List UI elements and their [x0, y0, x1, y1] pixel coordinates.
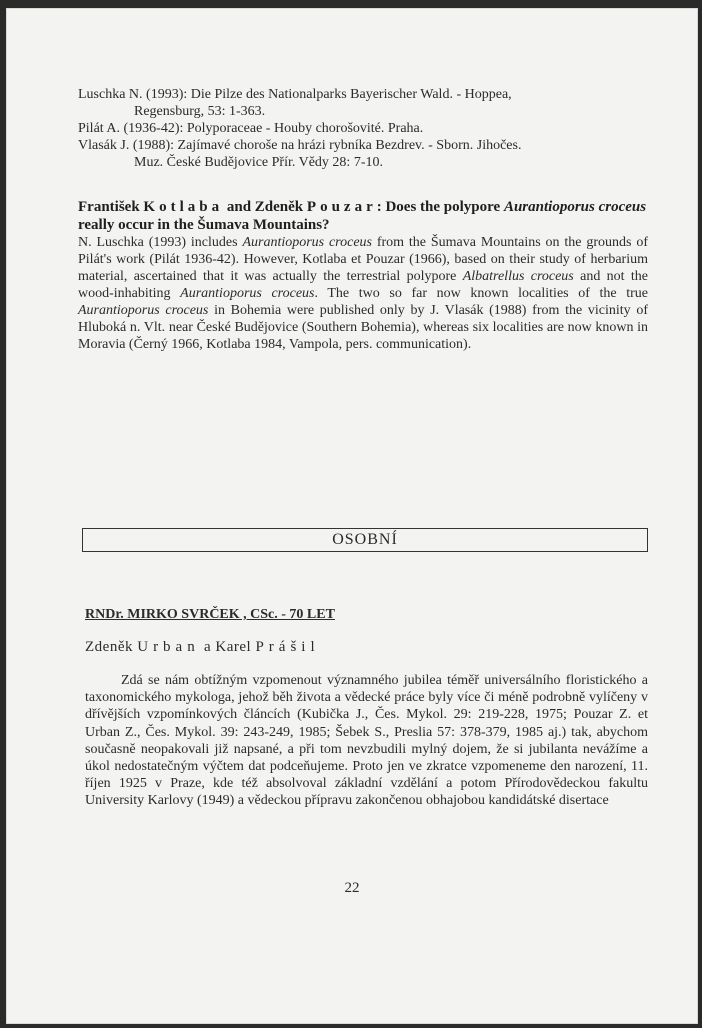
short-article — [78, 198, 648, 353]
author-last-name: Kotlaba — [143, 199, 224, 215]
article-title: : Does the polypore — [376, 199, 501, 215]
tribute-heading: RNDr. MIRKO SVRČEK , CSc. - 70 LET — [85, 607, 335, 622]
reference-item — [78, 137, 648, 171]
species-name: Aurantioporus croceus — [78, 303, 209, 318]
species-name: Aurantioporus croceus — [180, 286, 315, 301]
author-last-name: Urban — [137, 639, 200, 655]
body-text-run: . The two so far now known localities of the true — [314, 286, 648, 301]
reference-continuation: Muz. České Budějovice Přír. Vědy 28: 7-10. — [134, 155, 383, 170]
article-heading — [78, 198, 648, 234]
author-first-name: Zdeněk — [254, 199, 304, 215]
article-body — [78, 234, 648, 353]
section-header-box — [82, 528, 648, 552]
reference-text: Luschka N. (1993): Die Pilze des Nationalparks Bayerischer Wald. - Hoppea, — [78, 87, 512, 102]
reference-text: Vlasák J. (1988): Zajímavé choroše na hrázi rybníka Bezdrev. - Sborn. Jihočes. — [78, 138, 522, 153]
body-text-run: in Bohemia were published only by J. Vlasák (1988) from the vicinity of Hluboká n. Vlt. near České Budějovice (Southern Bohemia), whereas six localities are now known in Moravia (Černý 1966, Kotlaba 1984, Vampola, pers. communication). — [78, 303, 648, 352]
content-column — [78, 86, 648, 353]
body-text-run: from the Šumava Mountains on the grounds of Pilát's work (Pilát 1936-42). However, Kotlaba et Pouzar (1966), based on their study of herbarium material, ascertained that it was actually the terrestrial polypore — [78, 235, 648, 284]
species-name: Albatrellus croceus — [462, 269, 574, 284]
species-name: Aurantioporus croceus — [242, 235, 372, 250]
author-first-name: Karel — [215, 639, 252, 655]
reference-text: Pilát A. (1936-42): Polyporaceae - Houby chorošovité. Praha. — [78, 121, 424, 136]
article-title-species: Aurantioporus croceus — [503, 199, 647, 215]
section-title: OSOBNÍ — [332, 531, 398, 548]
document-page — [6, 8, 698, 1024]
tribute-authors — [85, 639, 320, 656]
reference-list — [78, 86, 648, 171]
author-first-name: František — [78, 199, 140, 215]
reference-continuation: Regensburg, 53: 1-363. — [134, 104, 266, 119]
author-last-name: Prášil — [255, 639, 320, 655]
article-title-end: really occur in the Šumava Mountains? — [78, 217, 330, 233]
author-conjunction: and — [226, 199, 252, 215]
author-last-name: Pouzar — [306, 199, 377, 215]
body-text-run: and not the wood-inhabiting — [78, 269, 648, 301]
page-number: 22 — [344, 880, 360, 896]
author-conjunction: a — [203, 639, 212, 655]
author-first-name: Zdeněk — [85, 639, 133, 655]
reference-item — [78, 120, 648, 137]
reference-item — [78, 86, 648, 120]
tribute-body: Zdá se nám obtížným vzpomenout významného jubilea téměř universálního floristického a taxonomického mykologa, jehož běh života a vědecké práce byly více či méně podrobně vylíčeny v dřívějších vzpomínkových článcích (Kubička J., Čes. Mykol. 29: 219-228, 1975; Pouzar Z. et Urban Z., Čes. Mykol. 39: 243-249, 1985; Šebek S., Preslia 57: 378-379, 1985 aj.) tak, abychom současně neopakovali již napsané, a při tom nevzbudili mylný dojem, že si jubilanta nevážíme a úkol nedostatečným výčtem dat podceňujeme. Proto jen ve zkratce vzpomeneme den narození, 11. říjen 1925 v Praze, kde též absolvoval základní vzdělání a potom Přírodovědeckou fakultu University Karlovy (1949) a vědeckou přípravu zakončenou obhajobou kandidátské disertace — [85, 673, 648, 809]
body-text-run: N. Luschka (1993) includes — [78, 235, 243, 250]
